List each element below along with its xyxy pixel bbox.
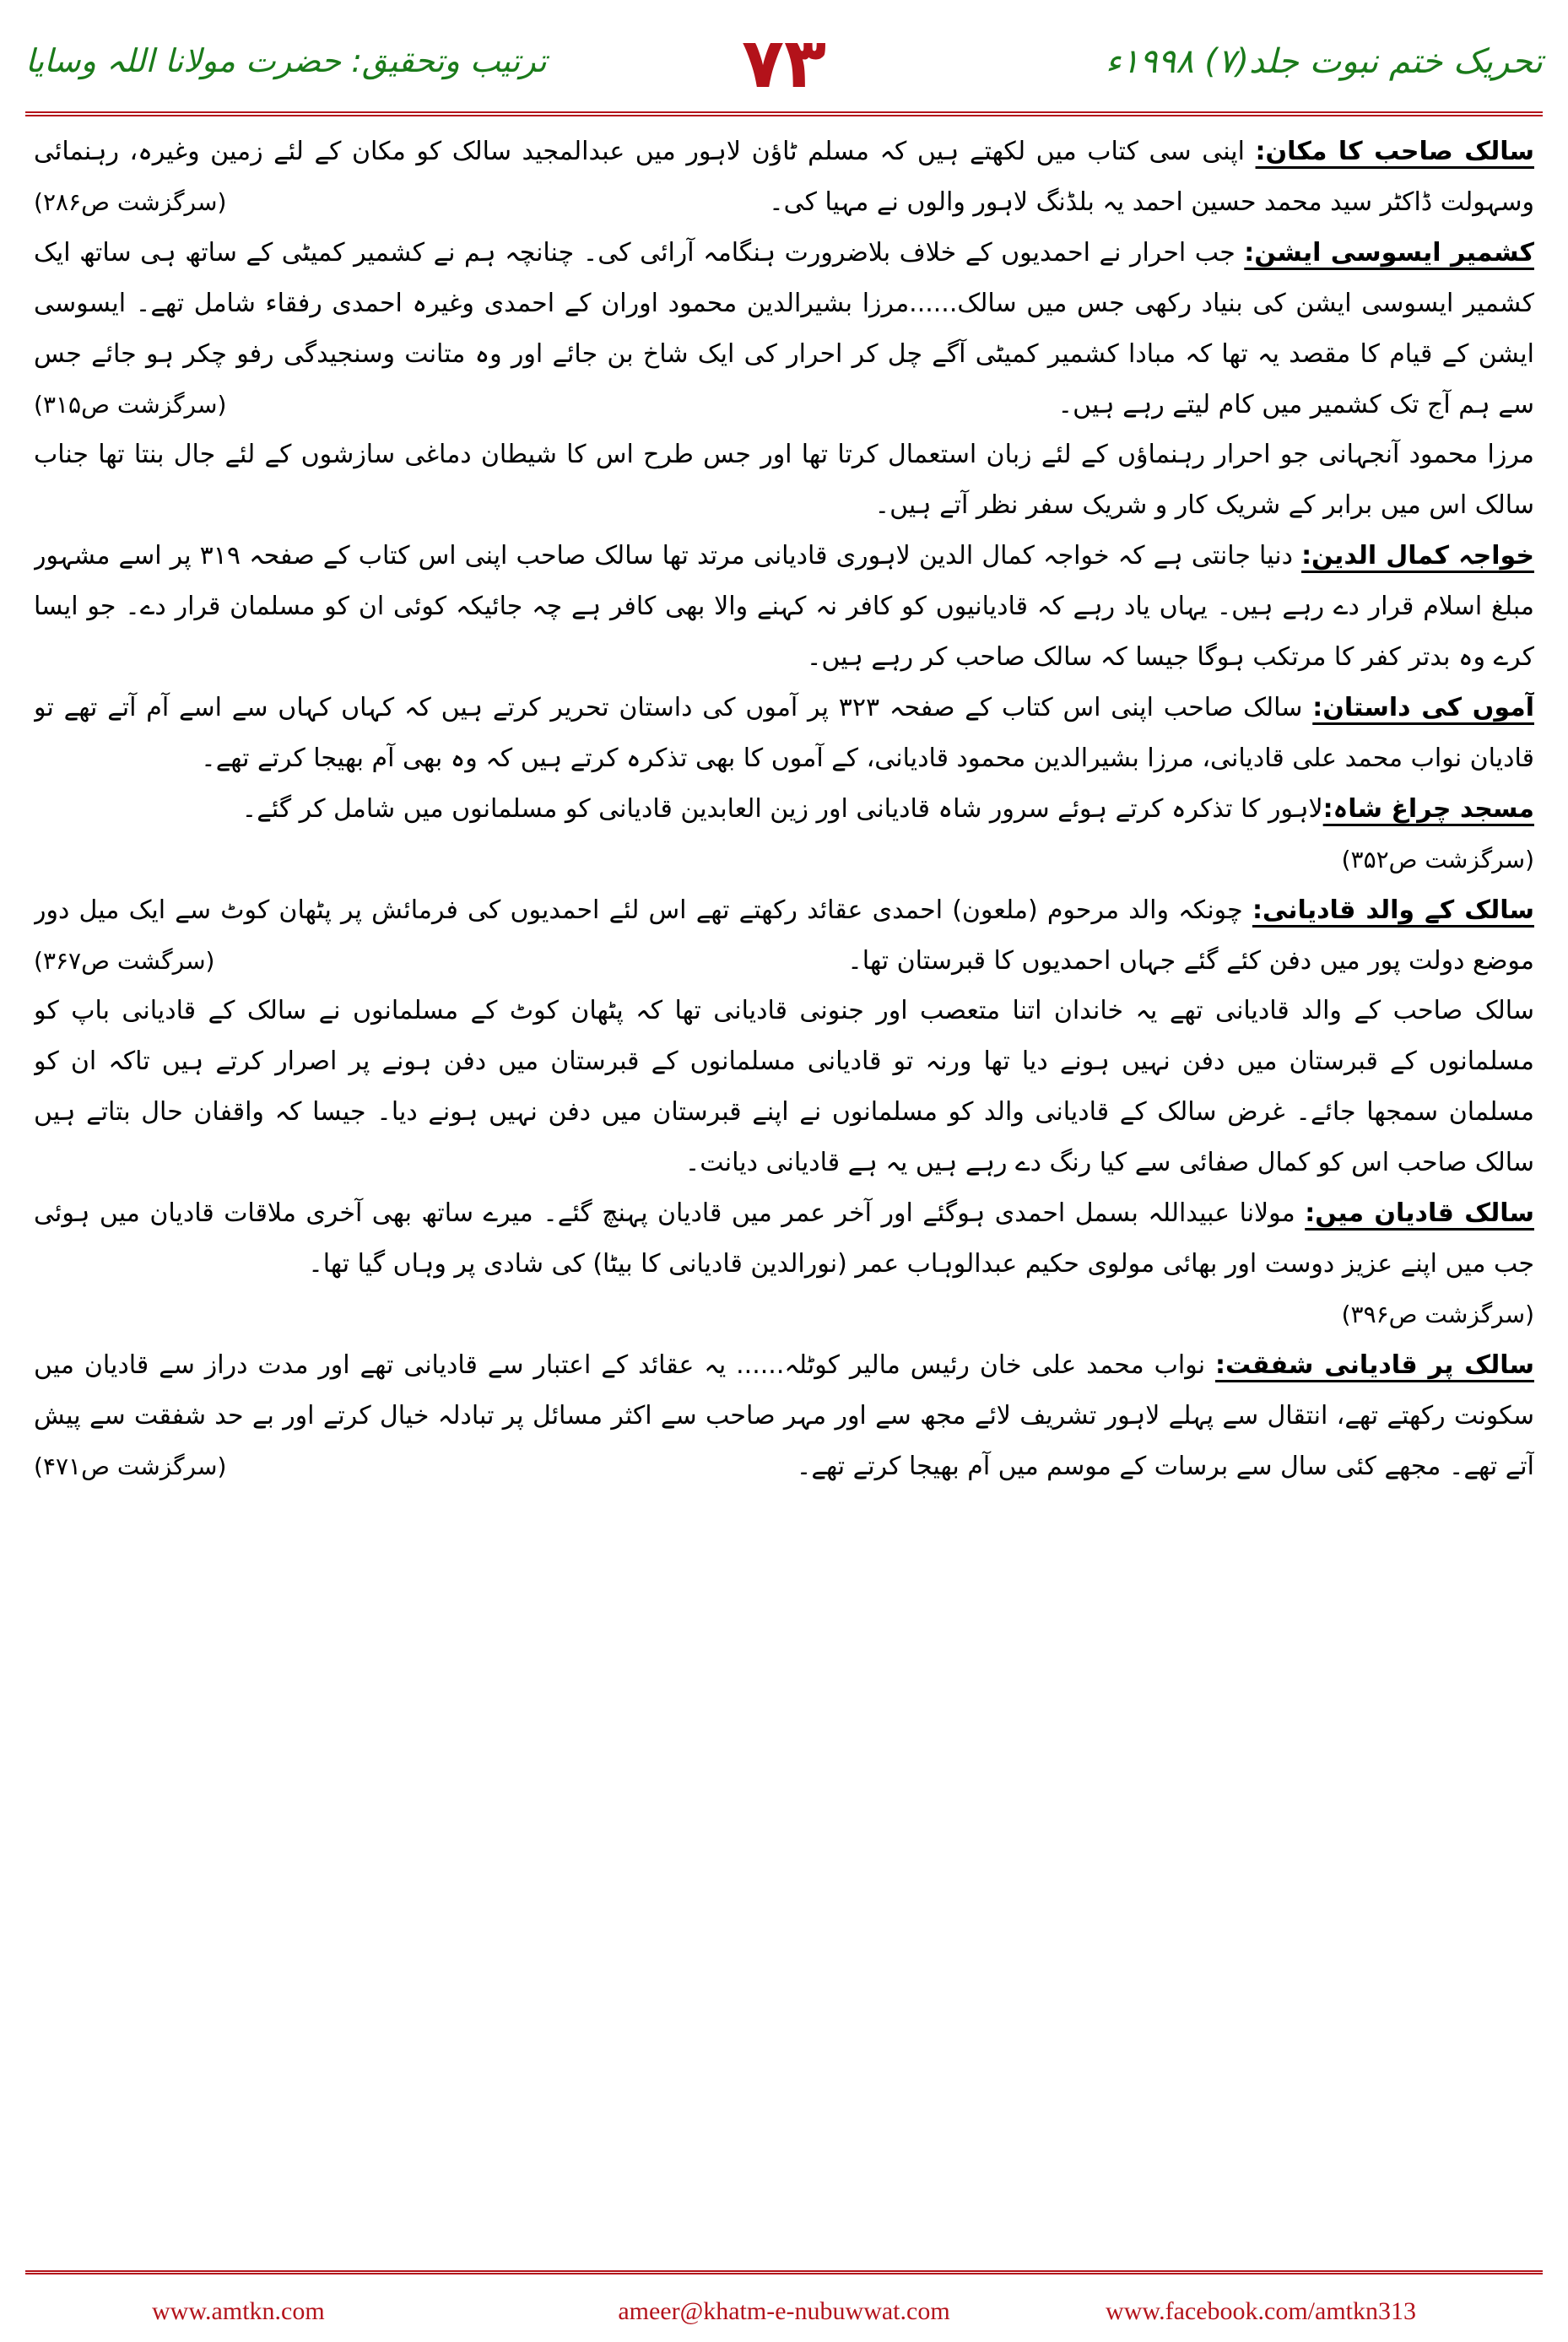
page-body xyxy=(34,127,1534,2177)
reference-line xyxy=(34,1290,1534,1340)
compiler-credit: ترتیب وتحقیق: حضرت مولانا اللہ وسایا xyxy=(25,42,547,79)
section-heading: مسجد چراغ شاہ: xyxy=(1322,793,1534,824)
section-text: سالک صاحب کے والد قادیانی تھے یہ خاندان اتنا متعصب اور جنونی قادیانی تھا کہ پٹھان کوٹ کے مسلمانوں نے سالک کے قادیانی باپ کو مسلمانوں کے قبرستان میں دفن نہیں ہونے دیا تھا ورنہ تو قادیانی مسلمانوں کے قبرستان میں دفن ہونے پر اصرار کرتے ہیں تاکہ ان کو مسلمان سمجھا جائے۔ غرض سالک کے قادیانی والد کو مسلمانوں نے اپنے قبرستان میں دفن نہیں ہونے دیا۔ جیسا کہ واقفان حال بتاتے ہیں سالک صاحب اس کو کمال صفائی سے کیا رنگ دے رہے ہیں یہ ہے قادیانی دیانت۔ xyxy=(34,996,1534,1178)
book-title: تحریک ختم نبوت جلد(۷) ۱۹۹۸ء xyxy=(1105,42,1543,81)
section-heading: خواجہ کمال الدین: xyxy=(1301,541,1534,571)
section-qadiani-kindness xyxy=(34,1340,1534,1492)
section-in-qadian xyxy=(34,1188,1534,1290)
section-house xyxy=(34,127,1534,228)
facebook-link[interactable]: www.facebook.com/amtkn313 xyxy=(1106,2297,1416,2325)
section-heading: سالک صاحب کا مکان: xyxy=(1255,137,1534,166)
section-heading: سالک پر قادیانی شفقت: xyxy=(1214,1349,1534,1380)
section-text: چونکہ والد مرحوم (ملعون) احمدی عقائد رکھتے تھے اس لئے احمدیوں کی فرمائش پر پٹھان کوٹ سے ایک میل دور موضع دولت پور میں دفن کئے گئے جہاں احمدیوں کا قبرستان تھا۔ xyxy=(34,895,1534,976)
section-text: جب احرار نے احمدیوں کے خلاف بلاضرورت ہنگامہ آرائی کی۔ چنانچہ ہم نے کشمیر کمیٹی کے ساتھ ہی ساتھ ایک کشمیر ایسوسی ایشن کی بنیاد رکھی جس میں سالک......مرزا بشیرالدین محمود اوران کے احمدی وغیرہ احمدی رفقاء شامل تھے۔ ایسوسی ایشن کے قیام کا مقصد یہ تھا کہ مبادا کشمیر کمیٹی آگے چل کر احرار کی ایک شاخ بن جائے اور وہ متانت وسنجیدگی رفو چکر ہو جائے جس سے ہم آج تک کشمیر میں کام لیتے رہے ہیں۔ xyxy=(34,237,1534,419)
header-divider xyxy=(25,111,1543,116)
source-reference: (سرگزشت ص۳۱۵) xyxy=(34,390,227,419)
section-khwaja-kamaluddin xyxy=(34,531,1534,683)
section-heading: کشمیر ایسوسی ایشن: xyxy=(1244,237,1534,268)
page-number: ۷۳ xyxy=(741,24,827,104)
reference-line xyxy=(34,835,1534,885)
section-text: دنیا جانتی ہے کہ خواجہ کمال الدین لاہوری قادیانی مرتد تھا سالک صاحب اپنی اس کتاب کے صفحہ ۳۱۹ پر اسے مشہور مبلغ اسلام قرار دے رہے ہیں۔ یہاں یاد رہے کہ قادیانیوں کو کافر نہ کہنے والا بھی کافر ہے چہ جائیکہ کوئی ان کو مسلمان قرار دے۔ جو ایسا کرے وہ بدتر کفر کا مرتکب ہوگا جیسا کہ سالک صاحب کر رہے ہیں۔ xyxy=(34,541,1534,673)
section-text: مولانا عبیداللہ بسمل احمدی ہوگئے اور آخر عمر میں قادیان پہنچ گئے۔ میرے ساتھ بھی آخری ملاقات قادیان میں ہوئی جب میں اپنے عزیز دوست اور بھائی مولوی حکیم عبدالوہاب عمر (نورالدین قادیانی کا بیٹا) کی شادی پر وہاں گیا تھا۔ xyxy=(34,1198,1534,1279)
section-mirza-mahmood xyxy=(34,430,1534,531)
footer-divider xyxy=(25,2270,1543,2274)
section-father xyxy=(34,885,1534,987)
section-text: اپنی سی کتاب میں لکھتے ہیں کہ مسلم ٹاؤن لاہور میں عبدالمجید سالک کو مکان کے لئے زمین وغیرہ، رہنمائی وسہولت ڈاکٹر سید محمد حسین احمد یہ بلڈنگ لاہور والوں نے مہیا کی۔ xyxy=(34,137,1534,217)
website-link[interactable]: www.amtkn.com xyxy=(152,2297,325,2325)
source-reference: (سرگزشت ص۲۸۶) xyxy=(34,187,227,216)
section-heading: سالک کے والد قادیانی: xyxy=(1252,895,1534,925)
section-text: مرزا محمود آنجہانی جو احرار رہنماؤں کے لئے زبان استعمال کرتا تھا اور جس طرح اس کا شیطان دماغی سازشوں کے لئے جال بنتا تھا جناب سالک اس میں برابر کے شریک کار و شریک سفر نظر آتے ہیں۔ xyxy=(34,440,1534,521)
section-heading: سالک قادیان میں: xyxy=(1305,1198,1534,1229)
email-link[interactable]: ameer@khatm-e-nubuwwat.com xyxy=(618,2297,950,2325)
section-heading: آموں کی داستان: xyxy=(1312,692,1534,722)
section-text: سالک صاحب اپنی اس کتاب کے صفحہ ۳۲۳ پر آموں کی داستان تحریر کرتے ہیں کہ کہاں کہاں سے اسے آم آتے تھے تو قادیان نواب محمد علی قادیانی، مرزا بشیرالدین محمود قادیانی، کے آموں کا بھی تذکرہ کرتے ہیں کہ وہ بھی آم بھیجا کرتے تھے۔ xyxy=(34,692,1534,773)
section-text: لاہور کا تذکرہ کرتے ہوئے سرور شاہ قادیانی اور زین العابدین قادیانی کو مسلمانوں میں شامل کر گئے۔ xyxy=(241,793,1323,824)
source-reference: (سرگزشت ص۳۹۶) xyxy=(1341,1300,1534,1328)
source-reference: (سرگزشت ص۳۵۲) xyxy=(1341,845,1534,874)
section-masjid-chiragh-shah xyxy=(34,784,1534,835)
source-reference: (سرگشت ص۳۶۷) xyxy=(34,946,215,975)
section-text: نواب محمد علی خان رئیس مالیر کوٹلہ...... یہ عقائد کے اعتبار سے قادیانی تھے اور مدت دراز سے قادیان میں سکونت رکھتے تھے، انتقال سے پہلے لاہور تشریف لائے مجھ سے اور مہر صاحب سے اکثر مسائل پر تبادلہ خیال کرتے اور بے حد شفقت سے پیش آتے تھے۔ مجھے کئی سال سے برسات کے موسم میں آم بھیجا کرتے تھے۔ xyxy=(34,1349,1534,1481)
section-kashmir-association xyxy=(34,228,1534,430)
source-reference: (سرگزشت ص۴۷۱) xyxy=(34,1452,227,1480)
page-header xyxy=(25,24,1543,116)
section-father-commentary xyxy=(34,986,1534,1188)
section-mangoes xyxy=(34,683,1534,784)
page-footer xyxy=(25,2297,1543,2331)
